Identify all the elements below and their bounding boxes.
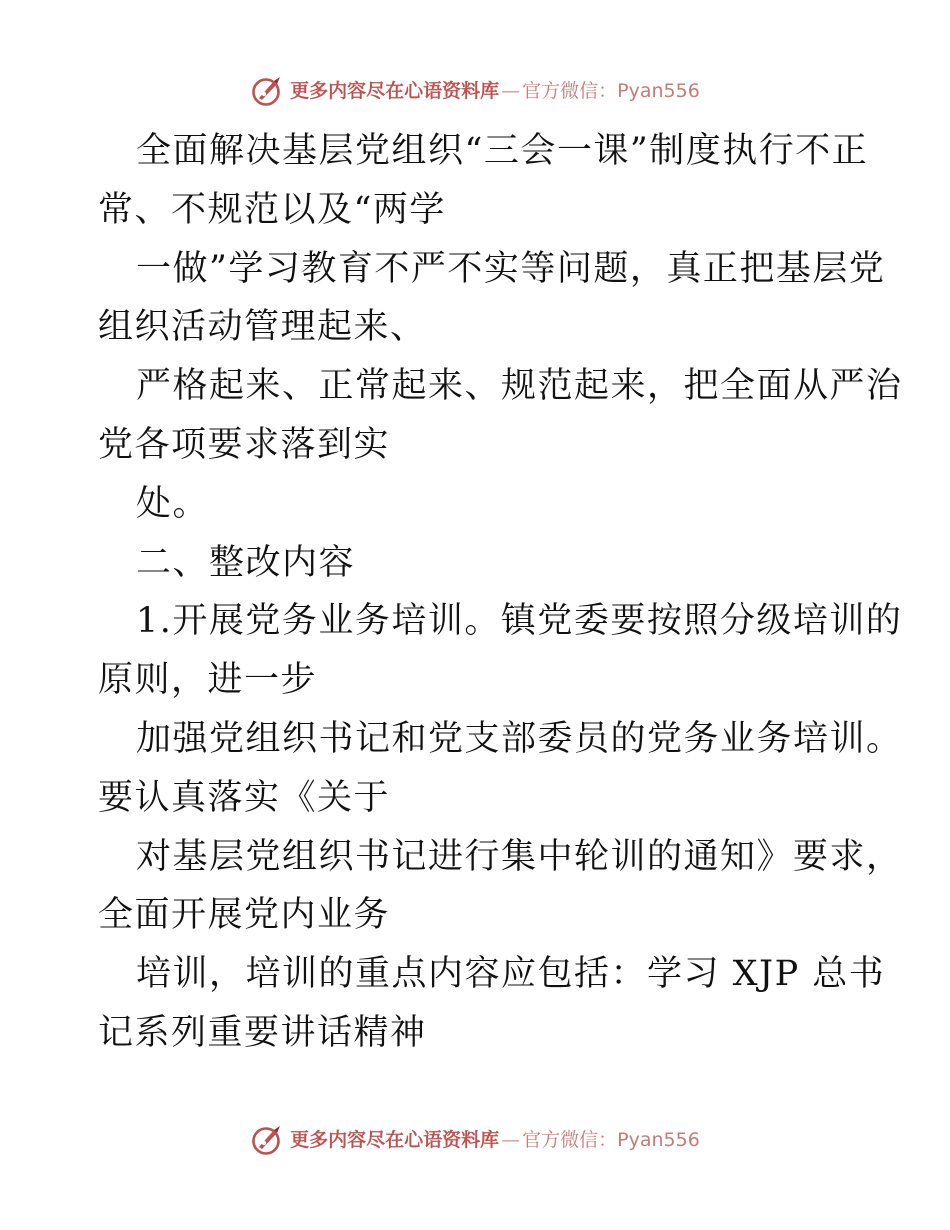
body-line: 处。 [136, 483, 210, 524]
body-line: 对基层党组织书记进行集中轮训的通知》要求， [136, 836, 903, 877]
body-line: 全面开展党内业务 [98, 895, 391, 936]
header-banner-dash: — [501, 79, 521, 102]
footer-banner-title: 更多内容尽在心语资料库 [290, 1128, 500, 1151]
header-banner-title: 更多内容尽在心语资料库 [290, 79, 500, 102]
header-banner [0, 71, 950, 111]
body-line: 1.开展党务业务培训。镇党委要按照分级培训的 [136, 601, 903, 642]
body-line: 培训，培训的重点内容应包括：学习 XJP 总书 [136, 954, 886, 995]
quill-pen-logo-icon [250, 74, 284, 108]
body-line: 原则，进一步 [98, 660, 318, 701]
section-heading: 二、整改内容 [136, 542, 356, 583]
body-line: 要认真落实《关于 [98, 777, 391, 818]
body-line: 党各项要求落到实 [98, 424, 391, 465]
body-line: 严格起来、正常起来、规范起来，把全面从严治 [136, 366, 903, 407]
quill-pen-logo-icon [250, 1123, 284, 1157]
footer-banner-wechat: 官方微信：Pyan556 [522, 1128, 700, 1151]
footer-banner-dash: — [501, 1128, 521, 1151]
document-body [98, 122, 903, 1063]
body-line: 加强党组织书记和党支部委员的党务业务培训。 [136, 718, 903, 759]
footer-banner [0, 1120, 950, 1160]
body-line: 常、不规范以及“两学 [98, 189, 446, 230]
header-banner-wechat: 官方微信：Pyan556 [522, 79, 700, 102]
body-line: 全面解决基层党组织“三会一课”制度执行不正 [136, 131, 869, 171]
body-line: 组织活动管理起来、 [98, 307, 427, 348]
body-line: 一做”学习教育不严不实等问题，真正把基层党 [136, 248, 886, 289]
body-line: 记系列重要讲话精神 [98, 1012, 427, 1053]
